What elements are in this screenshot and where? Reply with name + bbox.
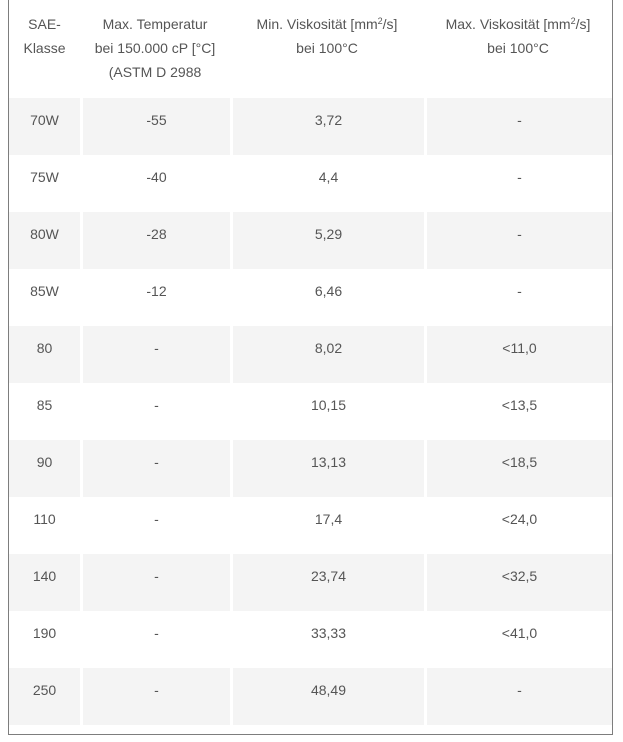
- cell-max-viscosity: -: [424, 269, 612, 326]
- table-frame: [8, 0, 613, 735]
- table-body: [9, 98, 612, 725]
- cell-sae-class: 85W: [9, 269, 80, 326]
- header-row: [9, 0, 612, 98]
- table-row: [9, 98, 612, 155]
- table-row: [9, 611, 612, 668]
- cell-min-viscosity: 5,29: [230, 212, 424, 269]
- cell-max-temperature: -: [80, 497, 230, 554]
- cell-sae-class: 85: [9, 383, 80, 440]
- table-row: [9, 440, 612, 497]
- cell-min-viscosity: 23,74: [230, 554, 424, 611]
- cell-min-viscosity: 13,13: [230, 440, 424, 497]
- table-row: [9, 554, 612, 611]
- cell-max-temperature: -: [80, 611, 230, 668]
- cell-sae-class: 80W: [9, 212, 80, 269]
- cell-max-temperature: -55: [80, 98, 230, 155]
- cell-max-temperature: -: [80, 326, 230, 383]
- table-row: [9, 269, 612, 326]
- header-sae-class: SAE- Klasse: [23, 16, 66, 56]
- cell-max-viscosity: <11,0: [424, 326, 612, 383]
- cell-min-viscosity: 3,72: [230, 98, 424, 155]
- cell-max-viscosity: -: [424, 98, 612, 155]
- cell-max-temperature: -: [80, 554, 230, 611]
- cell-max-temperature: -: [80, 440, 230, 497]
- cell-min-viscosity: 6,46: [230, 269, 424, 326]
- cell-min-viscosity: 48,49: [230, 668, 424, 725]
- cell-max-viscosity: <24,0: [424, 497, 612, 554]
- cell-max-temperature: -28: [80, 212, 230, 269]
- sae-viscosity-table: [9, 0, 612, 725]
- cell-max-temperature: -: [80, 383, 230, 440]
- cell-sae-class: 80: [9, 326, 80, 383]
- cell-min-viscosity: 33,33: [230, 611, 424, 668]
- cell-sae-class: 70W: [9, 98, 80, 155]
- cell-max-viscosity: <41,0: [424, 611, 612, 668]
- table-row: [9, 383, 612, 440]
- table-row: [9, 212, 612, 269]
- header-max-temperature: Max. Temperatur bei 150.000 cP [°C] (ASTM D 2988: [94, 16, 216, 80]
- cell-max-viscosity: <13,5: [424, 383, 612, 440]
- cell-sae-class: 190: [9, 611, 80, 668]
- cell-min-viscosity: 10,15: [230, 383, 424, 440]
- table-row: [9, 155, 612, 212]
- cell-max-viscosity: -: [424, 668, 612, 725]
- cell-max-viscosity: <32,5: [424, 554, 612, 611]
- header-min-viscosity: Min. Viskosität $[mm^2/s]$ bei 100°C: [256, 16, 398, 56]
- cell-min-viscosity: 17,4: [230, 497, 424, 554]
- cell-max-temperature: -40: [80, 155, 230, 212]
- cell-max-temperature: -12: [80, 269, 230, 326]
- cell-max-viscosity: -: [424, 155, 612, 212]
- cell-sae-class: 90: [9, 440, 80, 497]
- cell-max-viscosity: <18,5: [424, 440, 612, 497]
- table-row: [9, 497, 612, 554]
- cell-sae-class: 250: [9, 668, 80, 725]
- cell-sae-class: 75W: [9, 155, 80, 212]
- cell-min-viscosity: 8,02: [230, 326, 424, 383]
- cell-sae-class: 140: [9, 554, 80, 611]
- table-row: [9, 326, 612, 383]
- header-max-viscosity: Max. Viskosität $[mm^2/s]$ bei 100°C: [445, 16, 591, 56]
- cell-sae-class: 110: [9, 497, 80, 554]
- table-row: [9, 668, 612, 725]
- cell-max-viscosity: -: [424, 212, 612, 269]
- cell-max-temperature: -: [80, 668, 230, 725]
- cell-min-viscosity: 4,4: [230, 155, 424, 212]
